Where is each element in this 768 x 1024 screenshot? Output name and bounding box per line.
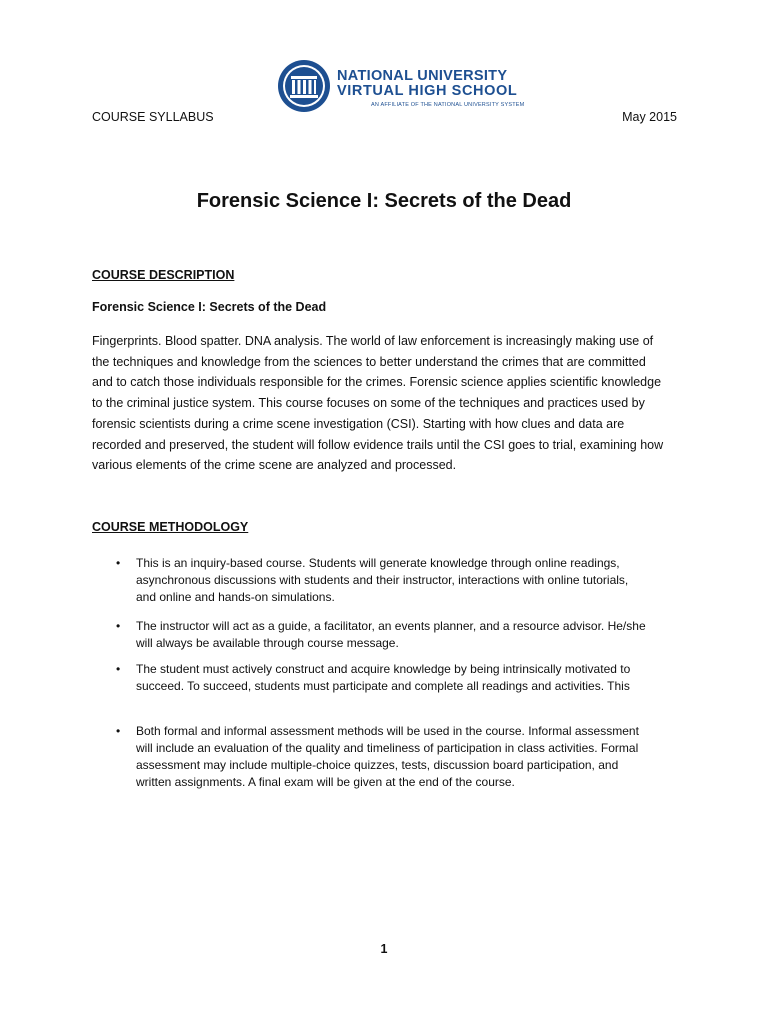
paragraph-line: Fingerprints. Blood spatter. DNA analysis. The world of law enforcement is increasingly making use of [92,334,654,348]
paragraph-line: the techniques and knowledge from the sciences to better understand the crimes that are committed [92,354,646,369]
paragraph-line: and to catch those individuals responsible for the crimes. Forensic science applies scientific knowledge [92,375,662,390]
school-logo [275,58,525,114]
bullet-line: This is an inquiry-based course. Students will generate knowledge through online readings, [136,556,620,570]
bullet-icon: • [116,724,121,738]
paragraph-line: forensic scientists during a crime scene investigation (CSI). Starting with how clues and data are [92,416,625,431]
course-name-subheading: Forensic Science I: Secrets of the Dead [92,300,327,314]
paragraph-line: to the criminal justice system. This course focuses on some of the techniques and practices used by [92,396,645,411]
bullet-icon: • [116,662,121,676]
header-date: May 2015 [622,110,677,124]
page-number: 1 [380,942,388,956]
bullet-line: will always be available through course message. [136,636,399,650]
bullet-line: and online and hands-on simulations. [136,590,335,604]
bullet-line: asynchronous discussions with students and their instructor, interactions with online tutorials, [136,573,629,587]
bullet-line: assessment may include multiple-choice quizzes, tests, discussion board participation, and [136,758,619,772]
paragraph-line: various elements of the crime scene are analyzed and processed. [92,458,457,473]
bullet-icon: • [116,556,121,570]
logo-line-2: VIRTUAL HIGH SCHOOL [337,83,518,99]
paragraph-line: recorded and preserved, the student will follow evidence trails until the CSI goes to trial, examining how [92,437,664,452]
bullet-line: Both formal and informal assessment methods will be used in the course. Informal assessment [136,724,639,738]
bullet-icon: • [116,619,121,633]
bullet-line: The instructor will act as a guide, a facilitator, an events planner, and a resource advisor. He/she [136,619,646,633]
course-description-paragraph [92,331,682,476]
document-title: Forensic Science I: Secrets of the Dead [196,190,572,212]
header-label: COURSE SYLLABUS [92,110,214,124]
logo-line-1: NATIONAL UNIVERSITY [337,68,508,84]
course-description-heading: COURSE DESCRIPTION [92,268,235,282]
bullet-line: succeed. To succeed, students must participate and complete all readings and activities. This [136,679,630,693]
columns-seal-icon [275,58,333,114]
bullet-line: written assignments. A final exam will be given at the end of the course. [136,775,515,789]
logo-tagline: AN AFFILIATE OF THE NATIONAL UNIVERSITY SYSTEM [371,102,525,108]
bullet-line: The student must actively construct and acquire knowledge by being intrinsically motivated to [136,662,631,676]
bullet-line: will include an evaluation of the quality and timeliness of participation in class activities. Formal [136,741,639,755]
course-methodology-heading: COURSE METHODOLOGY [92,520,249,534]
